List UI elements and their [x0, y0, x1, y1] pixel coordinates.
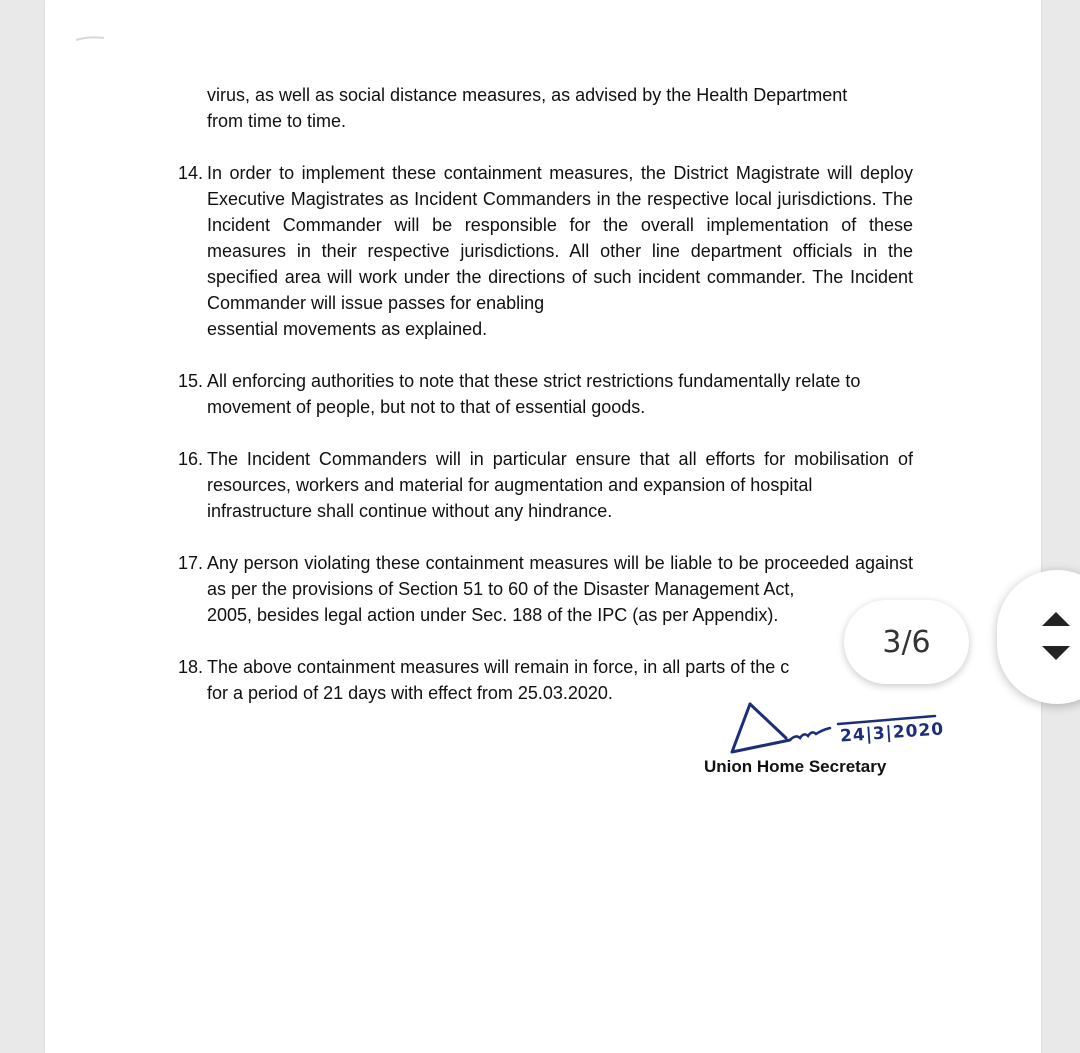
- intro-line-1: virus, as well as social distance measures, as advised by the Health Department: [207, 85, 848, 105]
- document-body: [178, 82, 913, 732]
- paragraph-15: [178, 368, 913, 420]
- signature-date: 24|3|2020: [839, 719, 945, 747]
- paragraph-14: [178, 160, 913, 342]
- paragraph-number: 16.: [178, 449, 204, 469]
- page-indicator: 3/6: [844, 600, 969, 684]
- scan-mark-icon: [74, 30, 124, 50]
- signatory-title: Union Home Secretary: [704, 757, 887, 776]
- arrow-down-icon: [1042, 646, 1070, 660]
- paragraph-last-line: essential movements as explained.: [207, 319, 488, 339]
- paragraph-last-line: 2005, besides legal action under Sec. 188 of the IPC (as per Appendix).: [207, 605, 779, 625]
- paragraph-text: The above containment measures will remain in force, in all parts of the c: [207, 657, 790, 677]
- signature-block: [700, 690, 1000, 790]
- paragraph-text: Any person violating these containment measures will be liable to be proceeded against as per the provisions of Section 51 to 60 of the Disaster Management Act,: [207, 553, 913, 599]
- paragraph-number: 17.: [178, 553, 204, 573]
- paragraph-number: 18.: [178, 657, 204, 677]
- paragraph-text: The Incident Commanders will in particular ensure that all efforts for mobilisation of resources, workers and material for augmentation and expansion of hospital: [207, 449, 913, 495]
- paragraph-16: [178, 446, 913, 524]
- paragraph-text: In order to implement these containment measures, the District Magistrate will deploy Executive Magistrates as Incident Commanders in the respective local jurisdictions. The Incident Commander will be responsible for the overall implementation of these measures in their respective jurisdictions. All other line department officials in the specified area will work under the directions of such incident commander. The Incident Commander will issue passes for enabling: [207, 163, 913, 313]
- paragraph-number: 15.: [178, 371, 204, 391]
- paragraph-number: 14.: [178, 163, 204, 183]
- paragraph-last-line: for a period of 21 days with effect from 25.03.2020.: [207, 683, 613, 703]
- intro-paragraph: [178, 82, 913, 134]
- intro-line-2: from time to time.: [207, 111, 347, 131]
- arrow-up-icon: [1042, 612, 1070, 626]
- paragraph-last-line: movement of people, but not to that of essential goods.: [207, 397, 646, 417]
- paragraph-17: [178, 550, 913, 628]
- paragraph-text: All enforcing authorities to note that these strict restrictions fundamentally relate to: [207, 371, 861, 391]
- paragraph-last-line: infrastructure shall continue without any hindrance.: [207, 501, 613, 521]
